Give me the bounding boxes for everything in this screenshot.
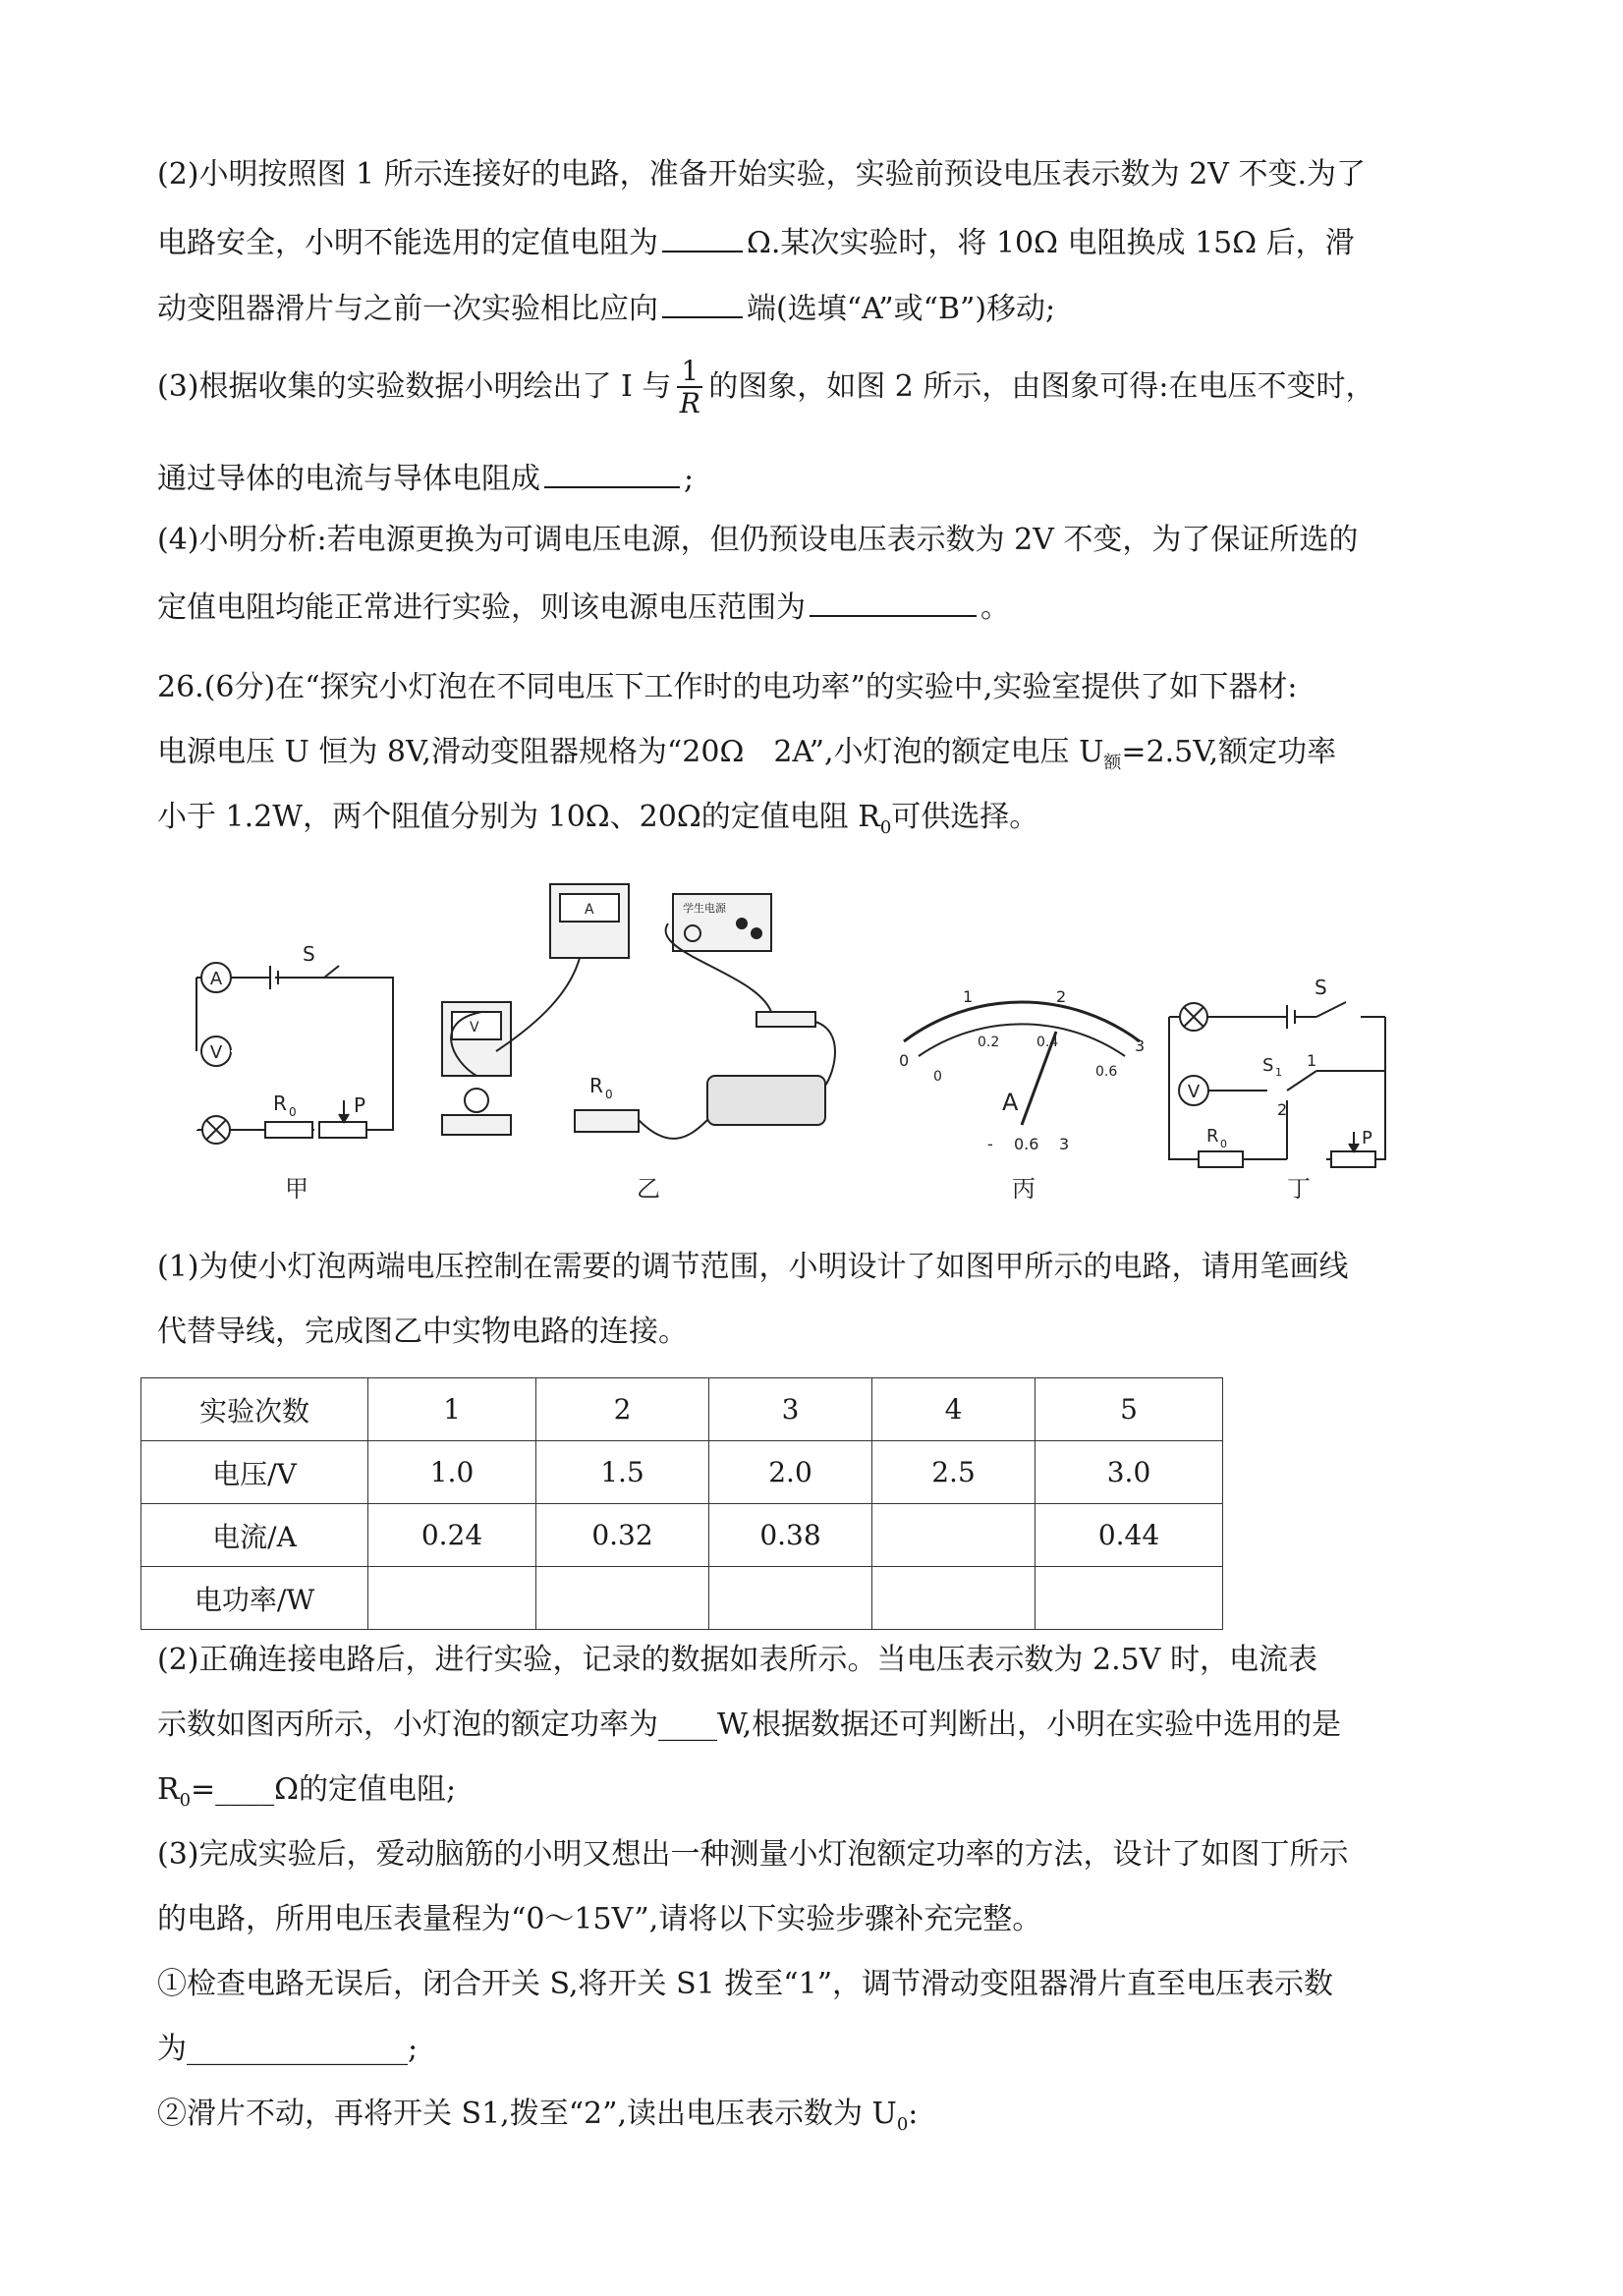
q26-step1-line2: 为_______________;	[157, 2032, 419, 2066]
rheostat-device	[707, 1076, 825, 1125]
ammeter-label: A	[209, 969, 223, 989]
scale-3: 3	[1135, 1036, 1146, 1055]
rheostat	[1331, 1151, 1375, 1167]
table-cell-empty[interactable]	[872, 1567, 1035, 1630]
figure-label-ding: 丁	[1287, 1175, 1311, 1203]
table-cell: 电压/V	[141, 1441, 368, 1504]
answer-blank[interactable]	[662, 287, 743, 318]
scale-2: 2	[1056, 987, 1067, 1006]
table-row	[141, 1441, 1223, 1504]
switch-s-label: S	[1315, 976, 1327, 999]
table-cell: 2.5	[872, 1441, 1035, 1504]
scale-0: 0	[899, 1051, 910, 1070]
scale-1: 1	[963, 987, 974, 1006]
q25-part3-text: (3)根据收集的实验数据小明绘出了 I 与	[157, 369, 672, 404]
ammeter-device-label: A	[585, 902, 594, 918]
subscript: 0	[879, 817, 892, 838]
q25-part4-line1: (4)小明分析:若电源更换为可调电压电源，但仍预设电压表示数为 2V 不变，为了保证所选的	[157, 523, 1359, 557]
q25-part3-text: 通过导体的电流与导体电阻成	[157, 462, 540, 496]
table-header-cell: 4	[872, 1378, 1035, 1441]
q25-part2-text: 端(选填“A”或“B”)移动;	[747, 292, 1056, 326]
q25-part2-line2	[157, 221, 1355, 263]
q26-part2-line2: 示数如图丙所示，小灯泡的额定功率为____W,根据数据还可判断出，小明在实验中选用的是	[157, 1708, 1342, 1742]
switch-s	[1316, 1002, 1346, 1017]
q25-part4-text: 。	[980, 590, 1010, 625]
ammeter-dial-bing	[899, 987, 1145, 1203]
q26-part2-line3	[157, 1770, 456, 1820]
terminal-3: 3	[1059, 1135, 1070, 1153]
q26-part3-line2: 的电路，所用电压表量程为“0～15V”,请将以下实验步骤补充完整。	[157, 1902, 1042, 1936]
r0-label: R	[273, 1092, 287, 1115]
lamp-holder	[442, 1115, 511, 1135]
switch-label: S	[303, 942, 315, 966]
scale-small-0: 0	[933, 1069, 942, 1085]
table-row	[141, 1567, 1223, 1630]
q26-step2-line	[157, 2095, 918, 2145]
circuit-diagrams-figure	[157, 865, 1493, 1218]
table-cell: 1.0	[368, 1441, 536, 1504]
q26-part2-text: R	[157, 1772, 180, 1807]
r0-label: R	[1206, 1126, 1219, 1147]
q25-part3-text: 的图象，如图 2 所示，由图象可得:在电压不变时，	[708, 369, 1375, 404]
switch-s1-subscript: 1	[1275, 1066, 1282, 1079]
circuit-yi	[442, 884, 835, 1203]
subscript: 0	[179, 1790, 192, 1811]
dial-unit-label: A	[1002, 1089, 1019, 1116]
q25-part4-line2	[157, 586, 1010, 628]
answer-blank[interactable]	[810, 586, 977, 617]
subscript: 0	[896, 2114, 909, 2135]
resistor-r0	[265, 1122, 312, 1138]
table-row	[141, 1504, 1223, 1567]
q26-step2-text: :	[908, 2097, 919, 2131]
table-header-cell: 2	[536, 1378, 709, 1441]
table-header-row	[141, 1378, 1223, 1441]
r0-subscript: 0	[1220, 1138, 1227, 1150]
table-cell: 0.32	[536, 1504, 709, 1567]
q26-intro-text: =2.5V,额定功率	[1121, 735, 1337, 769]
r0-device-label: R	[589, 1074, 603, 1097]
resistor-r0	[1199, 1151, 1243, 1167]
voltmeter-label: V	[1187, 1082, 1201, 1102]
power-supply-label: 学生电源	[683, 902, 726, 915]
q26-intro-text: 可供选择。	[891, 800, 1039, 834]
q25-part3-line1	[157, 346, 1375, 428]
q26-intro-line1: 26.(6分)在“探究小灯泡在不同电压下工作时的电功率”的实验中,实验室提供了如下器材:	[157, 670, 1298, 704]
q26-intro-line3	[157, 798, 1038, 848]
table-cell-empty[interactable]	[709, 1567, 872, 1630]
q25-part2-line3	[157, 287, 1055, 329]
table-cell: 0.24	[368, 1504, 536, 1567]
q25-part2-text: 电路安全，小明不能选用的定值电阻为	[157, 226, 658, 260]
scale-small-04: 0.4	[1036, 1035, 1059, 1050]
q25-part2-text: Ω.某次实验时，将 10Ω 电阻换成 15Ω 后，滑	[747, 226, 1355, 260]
q26-part1-line1: (1)为使小灯泡两端电压控制在需要的调节范围，小明设计了如图甲所示的电路，请用笔画线	[157, 1250, 1349, 1284]
scale-small-06: 0.6	[1095, 1064, 1118, 1080]
switch-s1-label: S	[1262, 1055, 1274, 1076]
switch-position-2: 2	[1277, 1100, 1288, 1119]
fraction-1-over-r	[677, 357, 702, 420]
resistor-r0-device	[575, 1110, 639, 1132]
table-cell-empty[interactable]	[872, 1504, 1035, 1567]
q26-step1-line1: ①检查电路无误后，闭合开关 S,将开关 S1 拨至“1”，调节滑动变阻器滑片直至电压表示数	[157, 1967, 1334, 2001]
table-cell: 1.5	[536, 1441, 709, 1504]
switch-position-1: 1	[1307, 1051, 1317, 1070]
voltmeter-device-label: V	[470, 1020, 479, 1036]
figure-label-yi: 乙	[637, 1175, 660, 1203]
terminal-minus: -	[987, 1135, 993, 1153]
circuit-jia	[175, 942, 393, 1203]
circuit-ding	[1169, 976, 1385, 1203]
table-cell-empty[interactable]	[1035, 1567, 1223, 1630]
r0-device-subscript: 0	[605, 1088, 613, 1101]
table-cell-empty[interactable]	[536, 1567, 709, 1630]
table-cell-empty[interactable]	[368, 1567, 536, 1630]
answer-blank[interactable]	[544, 457, 680, 488]
rheostat	[319, 1122, 366, 1138]
r0-subscript: 0	[289, 1105, 297, 1119]
voltmeter-label: V	[209, 1042, 223, 1063]
slider-label: P	[1362, 1128, 1372, 1148]
figure-label-jia: 甲	[285, 1175, 308, 1203]
table-cell: 2.0	[709, 1441, 872, 1504]
q26-intro-text: 电源电压 U 恒为 8V,滑动变阻器规格为“20Ω 2A”,小灯泡的额定电压 U	[157, 735, 1104, 769]
table-cell: 电流/A	[141, 1504, 368, 1567]
table-cell: 0.44	[1035, 1504, 1223, 1567]
table-cell: 电功率/W	[141, 1567, 368, 1630]
q25-part2-line1: (2)小明按照图 1 所示连接好的电路，准备开始实验，实验前预设电压表示数为 2V 不变.为了	[157, 157, 1367, 192]
answer-blank[interactable]	[662, 221, 743, 252]
scale-small-02: 0.2	[978, 1035, 1000, 1050]
fraction-denominator: R	[679, 387, 700, 420]
table-header-cell: 1	[368, 1378, 536, 1441]
q26-part2-line1: (2)正确连接电路后，进行实验，记录的数据如表所示。当电压表示数为 2.5V 时，电流表	[157, 1643, 1317, 1677]
q26-part2-text: =____Ω的定值电阻;	[191, 1772, 457, 1807]
table-header-cell: 3	[709, 1378, 872, 1441]
q26-intro-text: 小于 1.2W，两个阻值分别为 10Ω、20Ω的定值电阻 R	[157, 800, 880, 834]
slider-label: P	[354, 1093, 366, 1117]
q26-step2-text: ②滑片不动，再将开关 S1,拨至“2”,读出电压表示数为 U	[157, 2097, 897, 2131]
q26-part3-line1: (3)完成实验后，爱动脑筋的小明又想出一种测量小灯泡额定功率的方法，设计了如图丁所示	[157, 1837, 1349, 1872]
q26-intro-line2	[157, 733, 1336, 783]
data-table	[140, 1377, 1223, 1630]
bulb	[465, 1089, 488, 1112]
dial-arc	[904, 1002, 1140, 1041]
q25-part2-text: 动变阻器滑片与之前一次实验相比应向	[157, 292, 658, 326]
q25-part4-text: 定值电阻均能正常进行实验，则该电源电压范围为	[157, 590, 806, 625]
q25-part3-line2	[157, 457, 694, 499]
table-header-cell: 5	[1035, 1378, 1223, 1441]
table-cell: 0.38	[709, 1504, 872, 1567]
terminal-0-6: 0.6	[1014, 1135, 1039, 1153]
fraction-numerator: 1	[677, 357, 702, 388]
figure-label-bing: 丙	[1012, 1175, 1035, 1203]
q26-part1-line2: 代替导线，完成图乙中实物电路的连接。	[157, 1315, 688, 1349]
q25-part3-text: ;	[684, 462, 695, 496]
table-cell: 3.0	[1035, 1441, 1223, 1504]
table-header-cell: 实验次数	[141, 1378, 368, 1441]
knife-switch	[756, 1012, 815, 1027]
subscript: 额	[1103, 753, 1122, 773]
